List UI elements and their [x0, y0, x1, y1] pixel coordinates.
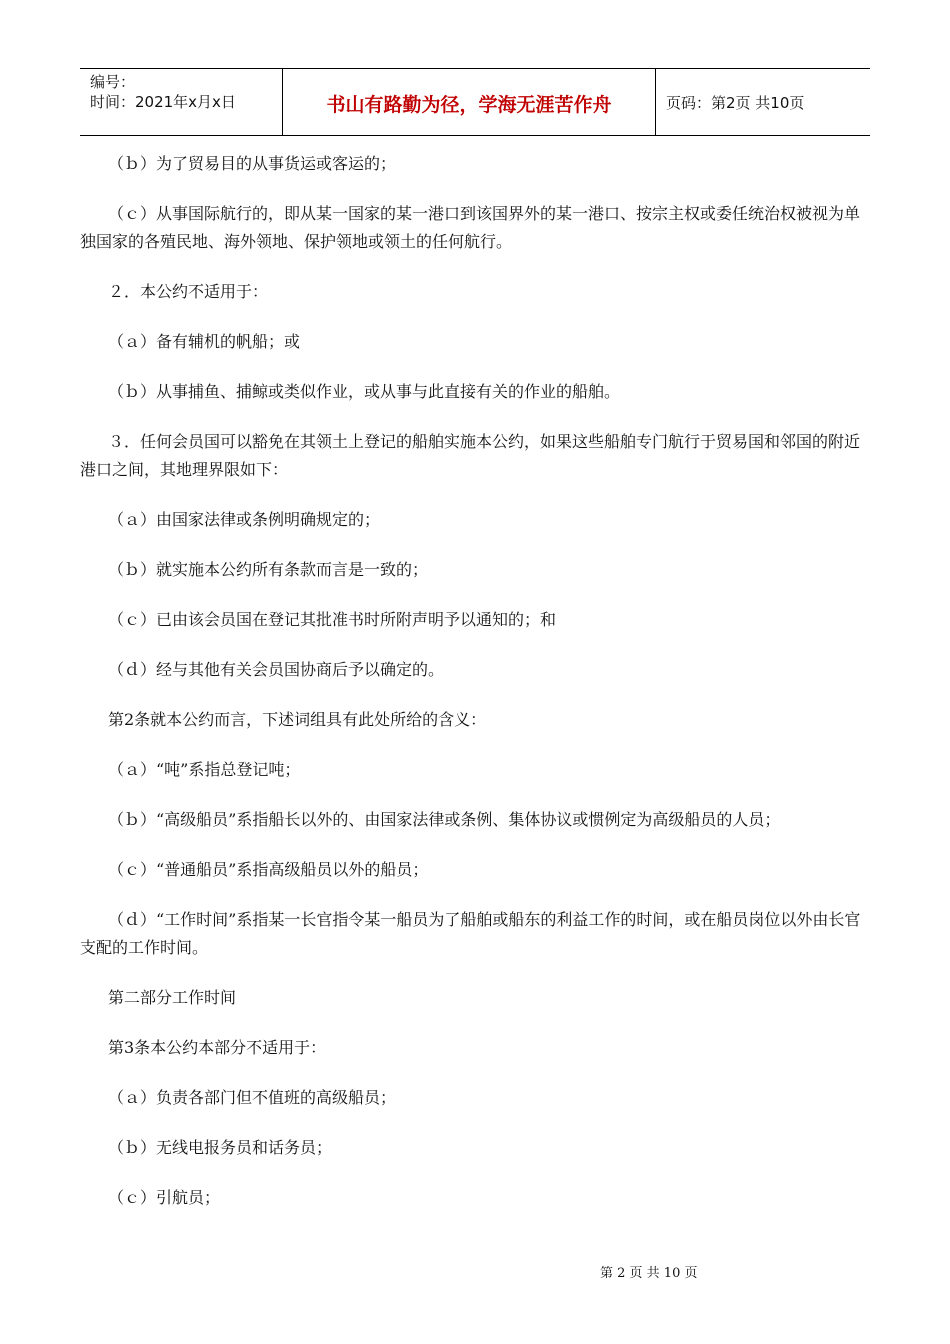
document-number-label: 编号：: [90, 73, 136, 91]
paragraph-3: ２．本公约不适用于：: [108, 282, 269, 301]
document-date: 时间：2021年x月x日: [90, 93, 236, 111]
paragraph-9: （ｃ）已由该会员国在登记其批准书时所附声明予以通知的；和: [108, 610, 557, 629]
paragraph-4: （ａ）备有辅机的帆船；或: [108, 332, 301, 351]
header-meta: [80, 69, 283, 135]
paragraph-5: （ｂ）从事捕鱼、捕鲸或类似作业，或从事与此直接有关的作业的船舶。: [108, 382, 621, 401]
header-motto: 书山有路勤为径，学海无涯苦作舟: [283, 69, 656, 135]
paragraph-14: （ｃ）“普通船员”系指高级船员以外的船员；: [108, 860, 429, 879]
paragraph-10: （ｄ）经与其他有关会员国协商后予以确定的。: [108, 660, 445, 679]
paragraph-18: （ａ）负责各部门但不值班的高级船员；: [108, 1088, 397, 1107]
page-header: [80, 68, 870, 136]
paragraph-13: （ｂ）“高级船员”系指船长以外的、由国家法律或条例、集体协议或惯例定为高级船员的人员；: [108, 810, 781, 829]
paragraph-6: ３．任何会员国可以豁免在其领土上登记的船舶实施本公约，如果这些船舶专门航行于贸易国和邻国的附近港口之间，其地理界限如下：: [80, 432, 861, 479]
paragraph-2: （ｃ）从事国际航行的，即从某一国家的某一港口到该国界外的某一港口、按宗主权或委任统治权被视为单独国家的各殖民地、海外领地、保护领地或领土的任何航行。: [80, 204, 861, 251]
section-heading: 第二部分工作时间: [108, 988, 237, 1007]
page-footer: 第 2 页 共 10 页: [600, 1266, 698, 1281]
paragraph-20: （ｃ）引航员；: [108, 1188, 221, 1207]
paragraph-11: 第2条就本公约而言，下述词组具有此处所给的含义：: [108, 710, 487, 729]
paragraph-1: （ｂ）为了贸易目的从事货运或客运的；: [108, 154, 397, 173]
paragraph-19: （ｂ）无线电报务员和话务员；: [108, 1138, 333, 1157]
paragraph-17: 第3条本公约本部分不适用于：: [108, 1038, 327, 1057]
paragraph-12: （ａ）“吨”系指总登记吨；: [108, 760, 301, 779]
paragraph-7: （ａ）由国家法律或条例明确规定的；: [108, 510, 381, 529]
header-page-info: 页码：第2页 共10页: [666, 94, 805, 112]
paragraph-15: （ｄ）“工作时间”系指某一长官指令某一船员为了船舶或船东的利益工作的时间，或在船员岗位以外由长官支配的工作时间。: [80, 910, 861, 957]
paragraph-8: （ｂ）就实施本公约所有条款而言是一致的；: [108, 560, 429, 579]
document-body: [80, 150, 874, 1234]
